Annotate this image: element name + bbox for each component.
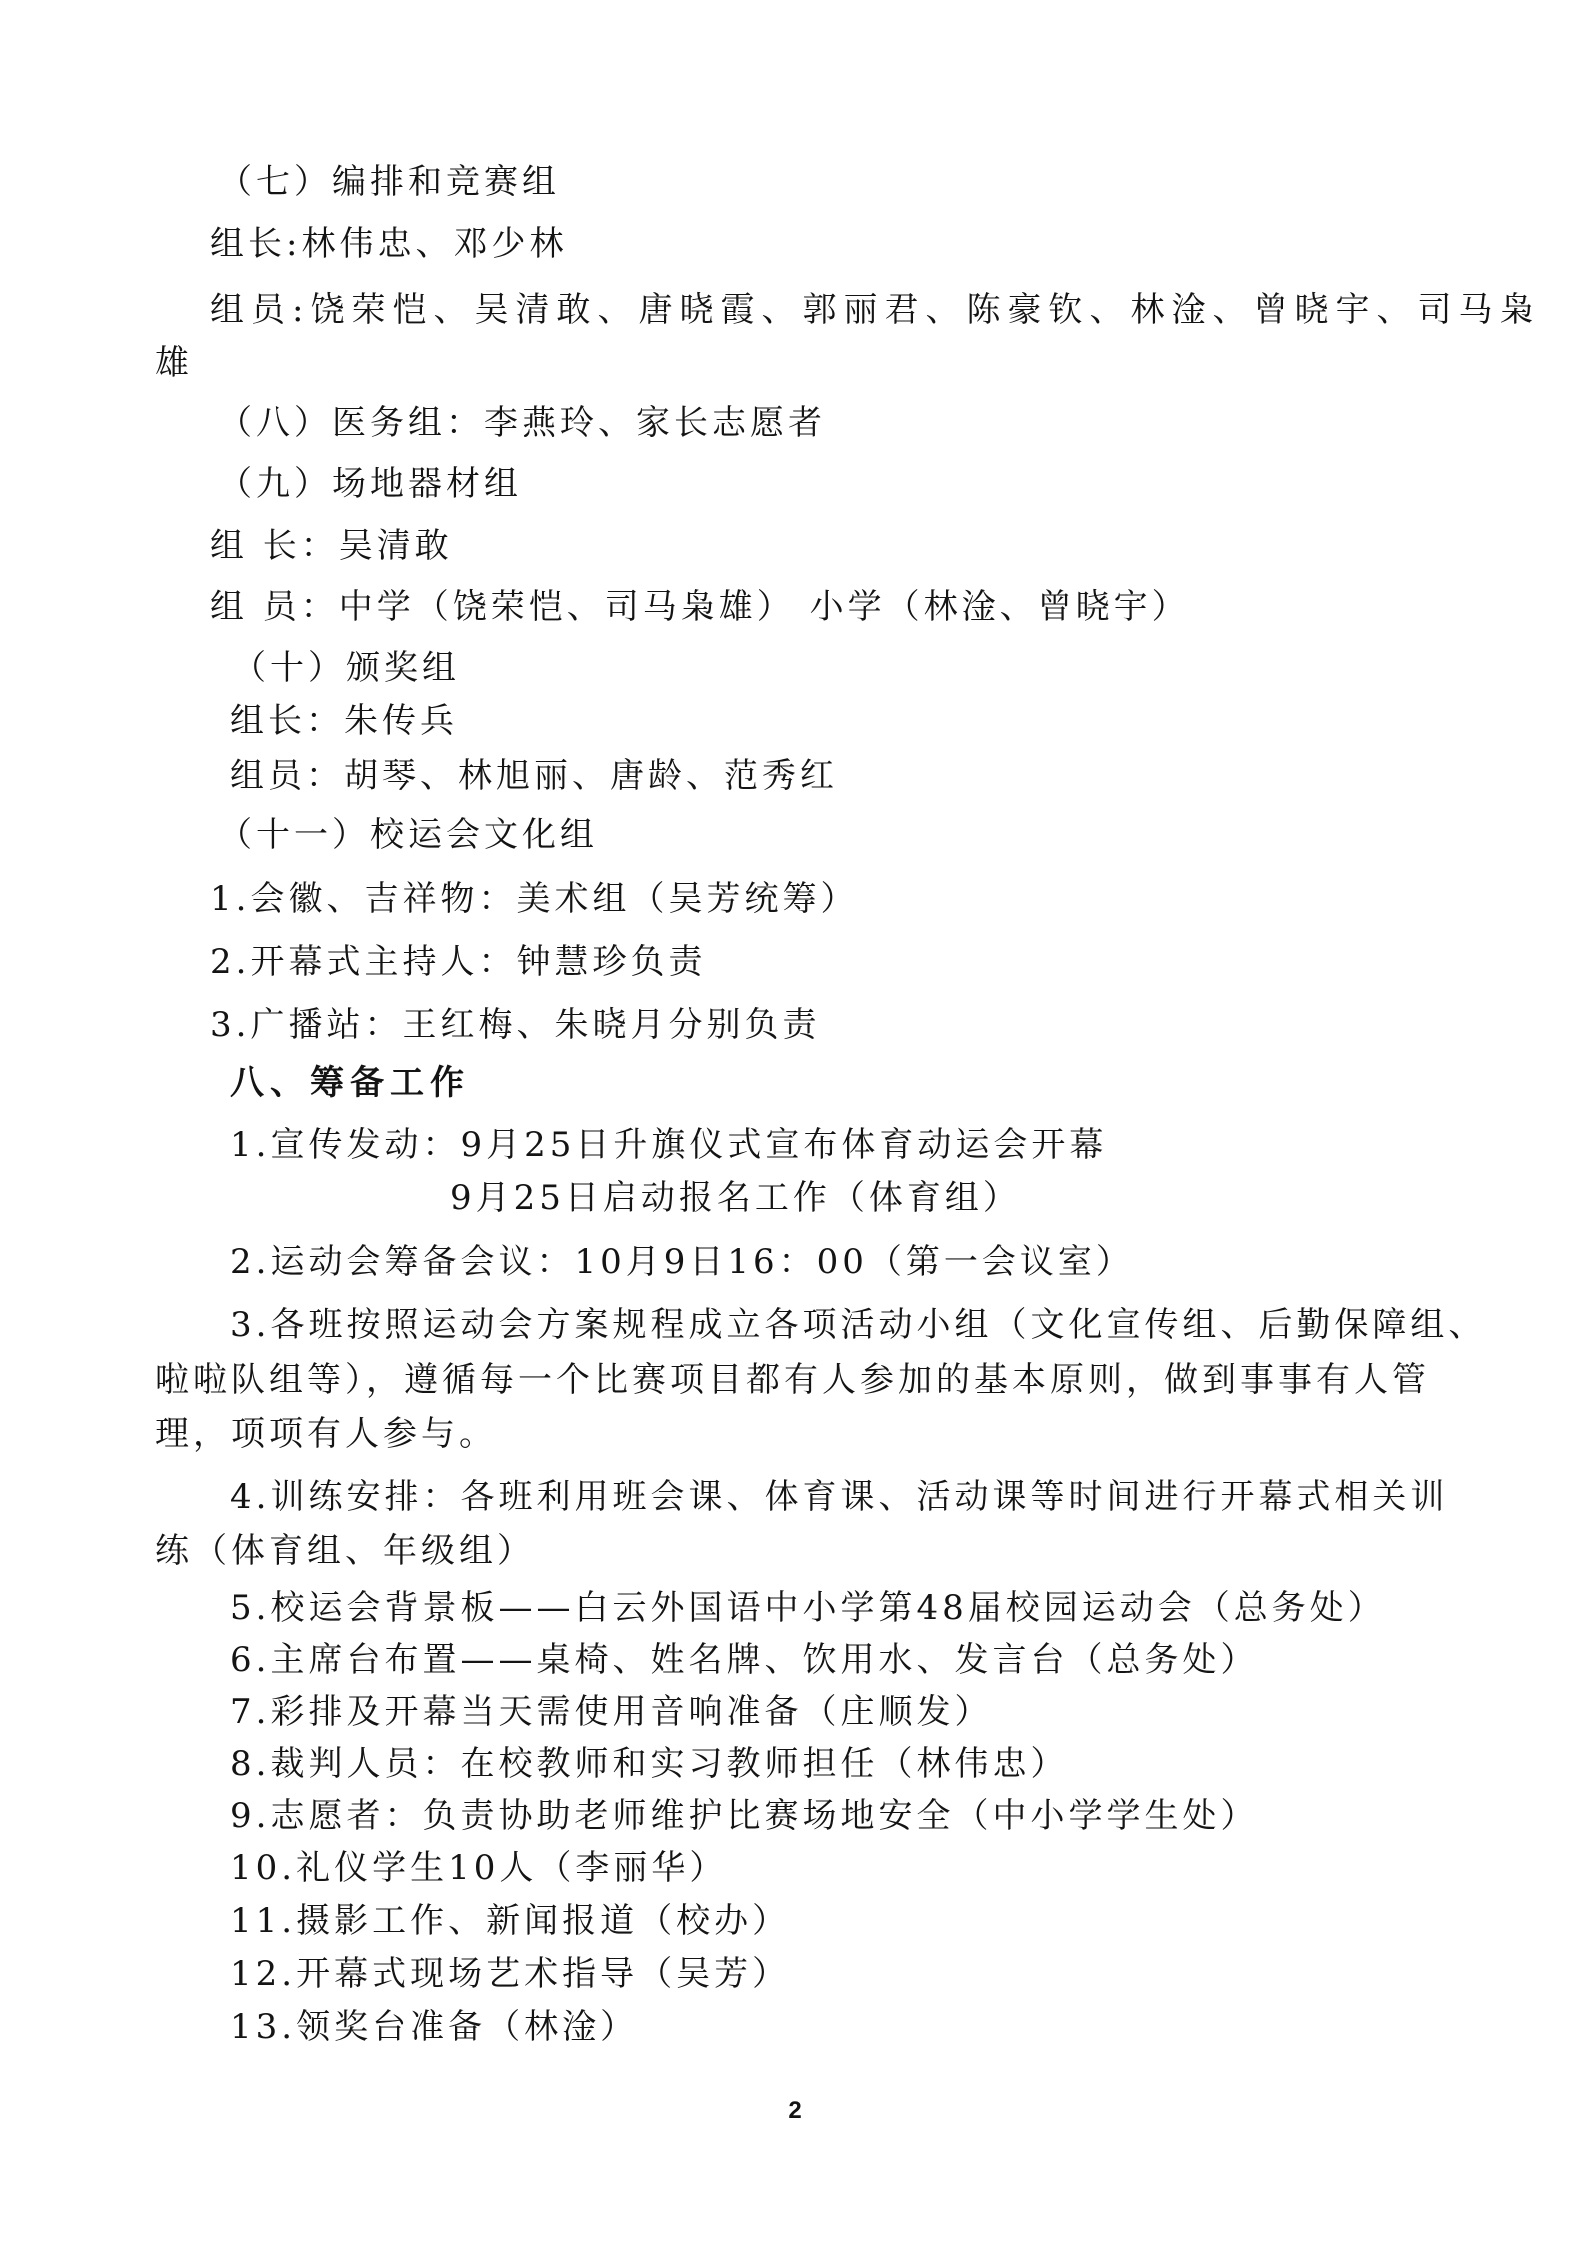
- prep-item-11: 11.摄影工作、新闻报道（校办）: [230, 1901, 791, 1941]
- prep-item-3: 3.各班按照运动会方案规程成立各项活动小组（文化宣传组、后勤保障组、: [230, 1305, 1487, 1345]
- section-8-medical: （八）医务组：李燕玲、家长志愿者: [218, 403, 826, 443]
- prep-item-3-cont-2: 理，项项有人参与。: [155, 1414, 497, 1454]
- section-11-item-1: 1.会徽、吉祥物：美术组（吴芳统筹）: [210, 879, 859, 919]
- prep-item-9: 9.志愿者：负责协助老师维护比赛场地安全（中小学学生处）: [230, 1796, 1259, 1836]
- prep-item-7: 7.彩排及开幕当天需使用音响准备（庄顺发）: [230, 1692, 993, 1732]
- section-11-heading: （十一）校运会文化组: [218, 815, 598, 855]
- chapter-8-heading: 八、筹备工作: [230, 1063, 470, 1103]
- prep-item-2: 2.运动会筹备会议：10月9日16：00（第一会议室）: [230, 1242, 1134, 1282]
- section-11-item-2: 2.开幕式主持人：钟慧珍负责: [210, 942, 707, 982]
- prep-item-12: 12.开幕式现场艺术指导（吴芳）: [230, 1954, 791, 1994]
- section-11-item-3: 3.广播站：王红梅、朱晓月分别负责: [210, 1005, 821, 1045]
- section-7-members: 组员:饶荣恺、吴清敢、唐晓霞、郭丽君、陈豪钦、林淦、曾晓宇、司马枭: [210, 290, 1541, 330]
- prep-item-1-cont: 9月25日启动报名工作（体育组）: [450, 1178, 1021, 1218]
- section-9-members: 组 员：中学（饶荣恺、司马枭雄） 小学（林淦、曾晓宇）: [210, 587, 1190, 627]
- prep-item-10: 10.礼仪学生10人（李丽华）: [230, 1848, 728, 1888]
- prep-item-13: 13.领奖台准备（林淦）: [230, 2007, 639, 2047]
- prep-item-4-cont: 练（体育组、年级组）: [155, 1531, 535, 1571]
- section-10-members: 组员：胡琴、林旭丽、唐龄、范秀红: [230, 756, 838, 796]
- section-10-leader: 组长：朱传兵: [230, 701, 458, 741]
- prep-item-6: 6.主席台布置——桌椅、姓名牌、饮用水、发言台（总务处）: [230, 1640, 1259, 1680]
- page-number: 2: [788, 2097, 802, 2124]
- prep-item-4: 4.训练安排：各班利用班会课、体育课、活动课等时间进行开幕式相关训: [230, 1477, 1449, 1517]
- prep-item-1: 1.宣传发动：9月25日升旗仪式宣布体育动运会开幕: [230, 1125, 1108, 1165]
- prep-item-5: 5.校运会背景板——白云外国语中小学第48届校园运动会（总务处）: [230, 1588, 1386, 1628]
- section-9-heading: （九）场地器材组: [218, 464, 522, 504]
- section-7-members-cont: 雄: [155, 343, 193, 383]
- section-10-heading: （十）颁奖组: [232, 648, 460, 688]
- section-9-leader: 组 长：吴清敢: [210, 526, 453, 566]
- section-7-heading: （七）编排和竞赛组: [218, 162, 560, 202]
- prep-item-8: 8.裁判人员：在校教师和实习教师担任（林伟忠）: [230, 1744, 1069, 1784]
- prep-item-3-cont-1: 啦啦队组等），遵循每一个比赛项目都有人参加的基本原则，做到事事有人管: [155, 1360, 1430, 1400]
- section-7-leader: 组长:林伟忠、邓少林: [210, 224, 568, 264]
